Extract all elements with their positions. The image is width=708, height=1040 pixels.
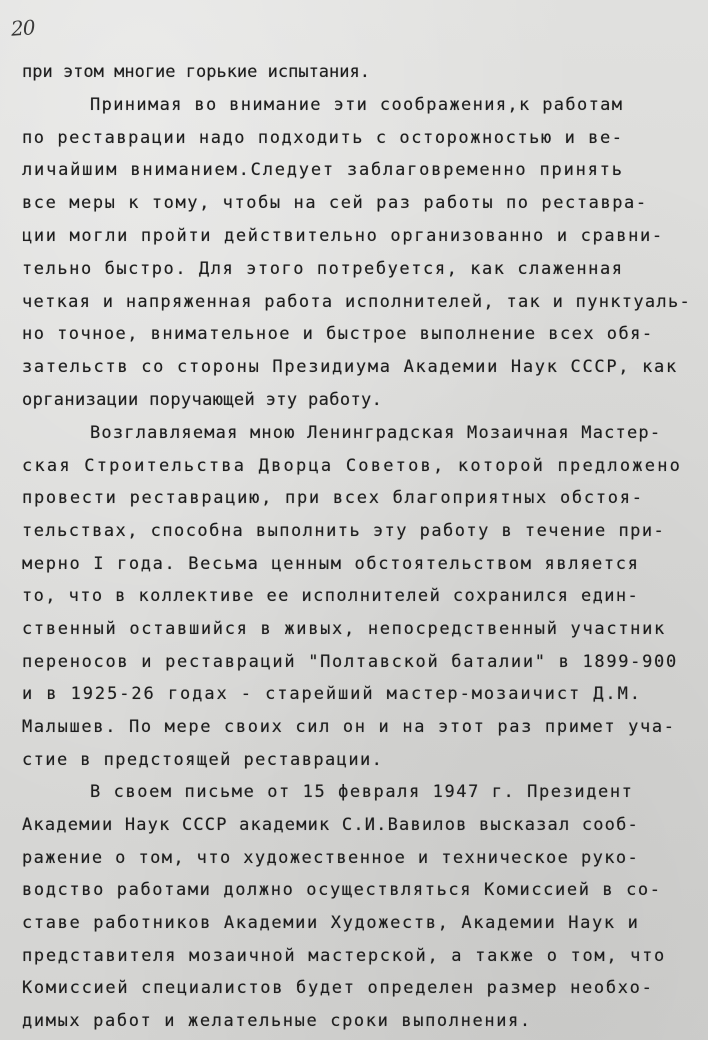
- text-line: при этом многие горькие испытания.: [22, 62, 370, 82]
- text-line: стие в предстоящей реставрации.: [22, 750, 384, 770]
- text-line: представителя мозаичной мастерской, а также о том, что: [22, 946, 666, 966]
- text-line: мерно I года. Весьма ценным обстоятельством является: [22, 554, 640, 574]
- text-line: ражение о том, что художественное и техническое руко-: [22, 848, 640, 868]
- text-line: все меры к тому, чтобы на сей раз работы по реставра-: [22, 193, 648, 213]
- text-line: димых работ и желательные сроки выполнения.: [22, 1011, 532, 1031]
- text-line: провести реставрацию, при всех благоприятных обстоя-: [22, 488, 644, 508]
- text-line: ственный оставшийся в живых, непосредственный участник: [22, 619, 666, 639]
- text-line: Принимая во внимание эти соображения,к работам: [90, 95, 624, 115]
- text-line: ская Строительства Дворца Советов, которой предложено: [22, 456, 683, 476]
- text-line: тельно быстро. Для этого потребуется, как слаженная: [22, 259, 624, 279]
- text-line: личайшим вниманием.Следует заблаговременно принять: [22, 160, 624, 180]
- text-line: тельствах, способна выполнить эту работу в течение при-: [22, 521, 666, 541]
- text-line: Малышев. По мере своих сил он и на этот раз примет уча-: [22, 717, 676, 737]
- text-line: водство работами должно осуществляться Комиссией в со-: [22, 880, 662, 900]
- text-line: ставе работников Академии Художеств, Академии Наук и: [22, 913, 640, 933]
- text-line: организации поручающей эту работу.: [22, 390, 383, 410]
- text-line: Академии Наук СССР академик С.И.Вавилов высказал сооб-: [22, 815, 639, 835]
- text-line: В своем письме от 15 февраля 1947 г. Президент: [90, 782, 634, 802]
- text-line: четкая и напряженная работа исполнителей, так и пунктуаль-: [22, 292, 692, 312]
- text-line: по реставрации надо подходить с осторожностью и ве-: [22, 128, 624, 148]
- text-line: то, что в коллективе ее исполнителей сохранился един-: [22, 586, 640, 606]
- text-line: зательств со стороны Президиума Академии Наук СССР, как: [22, 357, 678, 377]
- text-line: и в 1925-26 годах - старейший мастер-мозаичист Д.М.: [22, 684, 642, 704]
- text-line: ции могли пройти действительно организованно и сравни-: [22, 226, 664, 246]
- text-line: Комиссией специалистов будет определен размер необхо-: [22, 978, 654, 998]
- text-line: но точное, внимательное и быстрое выполнение всех обя-: [22, 324, 654, 344]
- page-number: 20: [10, 15, 36, 41]
- text-line: переносов и реставраций "Полтавской баталии" в 1899-900: [22, 652, 678, 672]
- text-line: Возглавляемая мною Ленинградская Мозаичная Мастер-: [90, 423, 662, 443]
